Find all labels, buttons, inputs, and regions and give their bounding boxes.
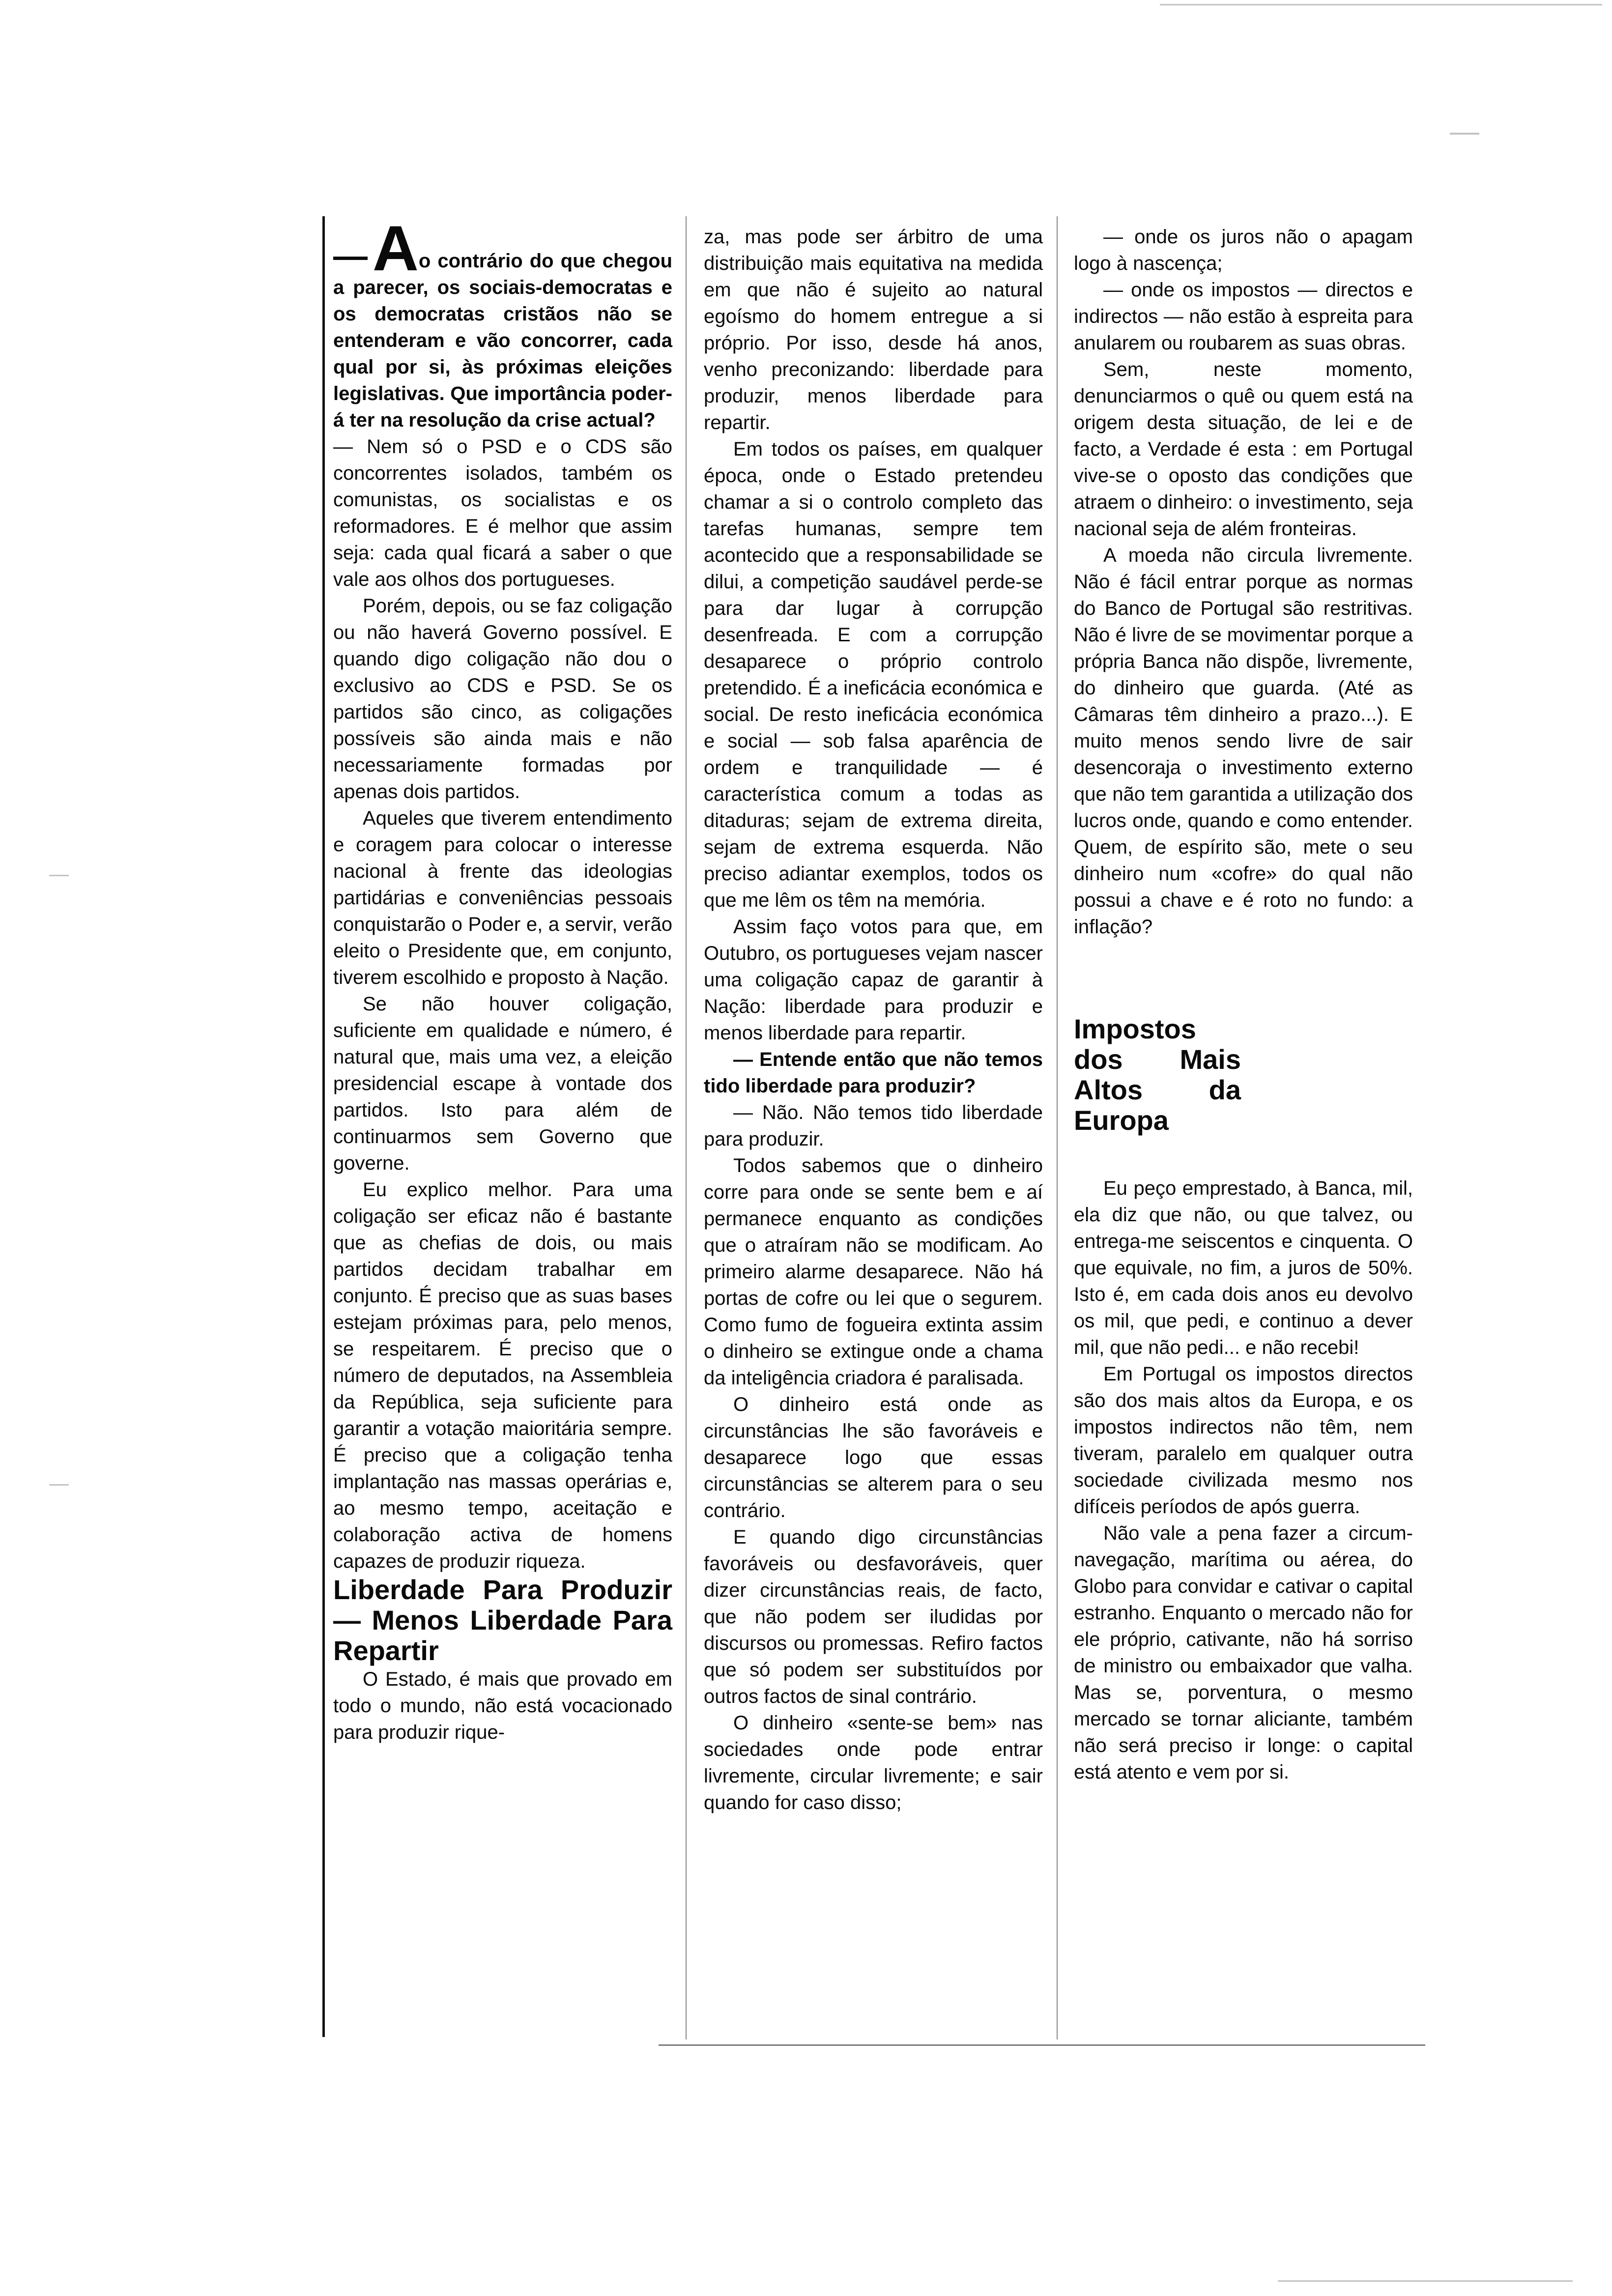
paragraph: — onde os impostos — directos e indirectos — não estão à espreita para anularem ou roubarem as suas obras. [1074,279,1413,354]
paragraph: za, mas pode ser árbitro de uma distribuição mais equitativa na medida em que não é sujeito ao natural egoísmo do homem entregue a si próprio. Por isso, desde há anos, venho preconizando: liberdade para produzir, menos liberdade para repartir. [704,226,1043,433]
paragraph: O dinheiro está onde as circunstâncias lhe são favoráveis e desaparece logo que essas circunstâncias se alterem para o seu contrário. [704,1394,1043,1521]
paragraph: O dinheiro «sente-se bem» nas sociedades onde pode entrar livremente, circular livremente; e sair quando for caso disso; [704,1712,1043,1813]
scan-artifact-top [1160,4,1602,5]
paragraph: — Não. Não temos tido liberdade para produzir. [704,1102,1043,1150]
lead-question [333,212,672,433]
paragraph: O Estado, é mais que provado em todo o mundo, não está vocacionado para produzir rique- [333,1668,672,1743]
paragraph: E quando digo circunstâncias favoráveis ou desfavoráveis, quer dizer circunstâncias reais, de facto, que não podem ser iludidas por discursos ou promessas. Refiro factos que só podem ser substituídos por outros factos de sinal contrário. [704,1526,1043,1707]
paragraph: Se não houver coligação, suficiente em qualidade e número, é natural que, mais uma vez, a eleição presidencial escape à vontade dos partidos. Isto para além de continuarmos sem Governo que governe. [333,993,672,1174]
lead-dash: — [333,236,368,275]
bottom-rule [659,2044,1425,2046]
paragraph: A moeda não circula livremente. Não é fácil entrar porque as normas do Banco de Portugal são restritivas. Não é livre de se movimentar porque a própria Banca não dispõe, livremente, do dinheiro que guarda. (Até as Câmaras têm dinheiro a prazo...). E muito menos sendo livre de sair desencoraja o investimento externo que não tem garantida a utilização dos lucros onde, quando e como entender. Quem, de espírito são, mete o seu dinheiro num «cofre» do qual não possui a chave e é roto no fundo: a inflação? [1074,545,1413,938]
paragraph: Em Portugal os impostos directos são dos mais altos da Europa, e os impostos indirectos não têm, nem tiveram, paralelo em qualquer outra sociedade civilizada mesmo nos difíceis períodos de após guerra. [1074,1363,1413,1518]
drop-cap: A [373,212,419,284]
scan-artifact-bottom [1278,2280,1573,2282]
paragraph: Eu explico melhor. Para uma coligação ser eficaz não é bastante que as chefias de dois, ou mais partidos decidam trabalhar em conjunto. É preciso que as suas bases estejam próximas para, pelo menos, se respeitarem. É preciso que o número de deputados, na Assembleia da República, seja suficiente para garantir a votação maioritária sempre. É preciso que a coligação tenha implantação nas massas operárias e, ao mesmo tempo, aceitação e colaboração activa de homens capazes de produzir riqueza. [333,1179,672,1572]
subheading-liberdade: Liberdade Para Produzir — Menos Liberdade Para Repartir [333,1574,672,1666]
paragraph: — Nem só o PSD e o CDS são concorrentes isolados, também os comunistas, os socialistas e os reformadores. E é melhor que assim seja: cada qual ficará a saber o que vale aos olhos dos portugueses. [333,436,672,590]
scan-artifact-margin-2 [49,1484,69,1486]
left-column-rule [322,216,325,2037]
paragraph: Assim faço votos para que, em Outubro, os portugueses vejam nascer uma coligação capaz de garantir à Nação: liberdade para produzir e menos liberdade para repartir. [704,916,1043,1044]
article-column-3 [1074,224,1413,1785]
column-divider-1 [686,216,687,2039]
article-column-1 [333,212,672,1746]
scan-artifact-margin-1 [49,875,69,876]
article-column-2 [704,224,1043,1816]
paragraph: Sem, neste momento, denunciarmos o quê ou quem está na origem desta situação, de lei e de facto, a Verdade é esta : em Portugal vive-se o oposto das condições que atraem o dinheiro: o investimento, seja nacional seja de além fronteiras. [1074,359,1413,540]
paragraph: Aqueles que tiverem entendimento e coragem para colocar o interesse nacional à frente das ideologias partidárias e conveniências pessoais conquistarão o Poder e, a servir, verão eleito o Presidente que, em conjunto, tiverem escolhido e proposto à Nação. [333,807,672,988]
subheading-impostos: Impostos dos Mais Altos da Europa [1074,1013,1241,1136]
paragraph: Em todos os países, em qualquer época, onde o Estado pretendeu chamar a si o controlo completo das tarefas humanas, sempre tem acontecido que a responsabilidade se dilui, a competição saudável perde-se para dar lugar à corrupção desenfreada. E com a corrupção desaparece o próprio controlo pretendido. É a ineficácia económica e social. De resto ineficácia económica e social — sob falsa aparência de ordem e tranquilidade — é característica comum a todas as ditaduras; sejam de extrema direita, sejam de extrema esquerda. Não preciso adiantar exemplos, todos os que me lêm os têm na memória. [704,438,1043,911]
paragraph: — onde os juros não o apagam logo à nascença; [1074,226,1413,274]
scan-artifact-right [1450,133,1479,135]
paragraph: Eu peço emprestado, à Banca, mil, ela diz que não, ou que talvez, ou entrega-me seiscentos e cinquenta. O que equivale, no fim, a juros de 50%. Isto é, em cada dois anos eu devolvo os mil, que pedi, e continuo a dever mil, que não pedi... e não recebi! [1074,1177,1413,1358]
column-divider-2 [1057,216,1058,2039]
paragraph: Não vale a pena fazer a circum-navegação, marítima ou aérea, do Globo para convidar e cativar o capital estranho. Enquanto o mercado não for ele próprio, cativante, não há sorriso de ministro ou embaixador que valha. Mas se, porventura, o mesmo mercado se tornar aliciante, também não será preciso ir longe: o capital está atento e vem por si. [1074,1522,1413,1783]
paragraph: Todos sabemos que o dinheiro corre para onde se sente bem e aí permanece enquanto as condições que o atraíram não se modificam. Ao primeiro alarme desaparece. Não há portas de cofre ou lei que o segurem. Como fumo de fogueira extinta assim o dinheiro se extingue onde a chama da inteligência criadora é paralisada. [704,1155,1043,1389]
interview-question: — Entende então que não temos tido liberdade para produzir? [704,1049,1043,1097]
lead-text: o contrário do que chegou a parecer, os sociais-democratas e os democratas cristãos não se entenderam e vão concorrer, cada qual por si, às próximas eleições legislativas. Que importância poder-á ter na resolução da crise actual? [333,250,672,431]
paragraph: Porém, depois, ou se faz coligação ou não haverá Governo possível. E quando digo coligação não dou o exclusivo ao CDS e PSD. Se os partidos são cinco, as coligações possíveis são ainda mais e não necessariamente formadas por apenas dois partidos. [333,595,672,803]
